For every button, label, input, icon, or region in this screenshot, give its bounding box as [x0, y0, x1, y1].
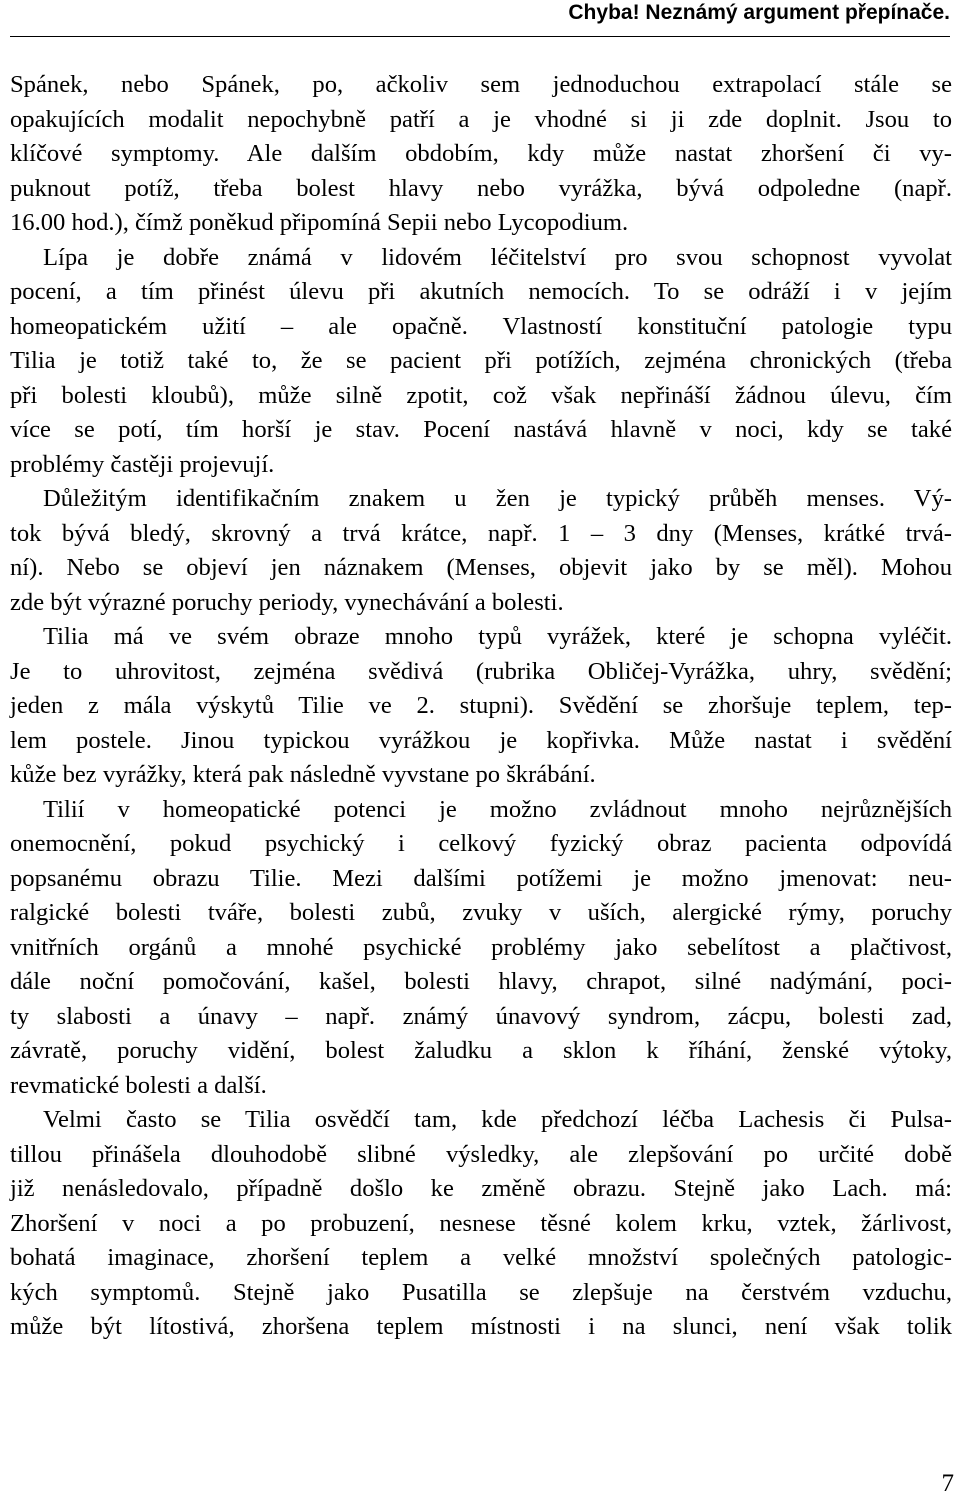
text-line: již nenásledovalo, případně došlo ke změně obrazu. Stejně jako Lach. má: — [10, 1175, 952, 1202]
text-line: ty slabosti a únavy – např. známý únavový syndrom, zácpu, bolesti zad, — [10, 1002, 952, 1030]
paragraph — [10, 68, 952, 241]
page-header — [10, 0, 950, 37]
paragraph — [10, 793, 952, 1104]
text-line: vnitřních orgánů a mnohé psychické problémy jako sebelítost a plačtivost, — [10, 933, 952, 961]
text-line: homeopatickém užití – ale opačně. Vlastností konstituční patologie typu — [10, 312, 952, 340]
text-line: Tilií v homeopatické potenci je možno zvládnout mnoho nejrůznějších — [43, 795, 952, 823]
paragraph — [10, 482, 952, 620]
text-line: jeden z mála výskytů Tilie ve 2. stupni). Svědění se zhoršuje teplem, tep- — [10, 692, 952, 719]
text-line: opakujících modalit nepochybně patří a je vhodné si ji zde doplnit. Jsou to — [10, 105, 952, 133]
text-line: Důležitým identifikačním znakem u žen je typický průběh menses. Vý- — [43, 485, 952, 512]
text-line: závratě, poruchy vidění, bolest žaludku a sklon k říhání, ženské výtoky, — [10, 1037, 952, 1064]
text-line: bohatá imaginace, zhoršení teplem a velké množství společných patologic- — [10, 1244, 952, 1271]
text-line: problémy častěji projevují. — [10, 450, 275, 478]
text-line: klíčové symptomy. Ale dalším obdobím, kdy může nastat zhoršení či vy- — [10, 140, 952, 167]
text-line: ralgické bolesti tváře, bolesti zubů, zvuky v uších, alergické rýmy, poruchy — [10, 899, 952, 926]
running-header-error-text: Chyba! Neznámý argument přepínače. — [568, 1, 950, 24]
text-line: popsanému obrazu Tilie. Mezi dalšími potížemi je možno jmenovat: neu- — [10, 864, 952, 892]
paragraph — [10, 620, 952, 793]
page-number: 7 — [941, 1470, 954, 1497]
text-line: Velmi často se Tilia osvědčí tam, kde předchozí léčba Lachesis či Pulsa- — [43, 1106, 952, 1133]
text-line: Tilia je totiž také to, že se pacient při potížích, zejména chronických (třeba — [10, 347, 952, 374]
text-line: tillou přinášela dlouhodobě slibné výsledky, ale zlepšování po určité době — [10, 1140, 952, 1168]
paragraph — [10, 241, 952, 483]
paragraph — [10, 1103, 952, 1345]
text-line: kůže bez vyrážky, která pak následně vyvstane po škrábání. — [10, 761, 596, 788]
text-line: pocení, a tím přinést úlevu při akutních nemocích. To se odráží i v jejím — [10, 278, 952, 305]
text-line: lem postele. Jinou typickou vyrážkou je kopřivka. Může nastat i svědění — [10, 726, 952, 754]
text-line: onemocnění, pokud psychický i celkový fyzický obraz pacienta odpovídá — [10, 830, 952, 857]
text-line: Lípa je dobře známá v lidovém léčitelství pro svou schopnost vyvolat — [43, 243, 952, 271]
text-line: Spánek, nebo Spánek, po, ačkoliv sem jednoduchou extrapolací stále se — [10, 71, 952, 98]
text-line: revmatické bolesti a další. — [10, 1071, 267, 1099]
text-line: dále noční pomočování, kašel, bolesti hlavy, chrapot, silné nadýmání, poci- — [10, 968, 952, 995]
page-body-text — [10, 68, 952, 1345]
text-line: Je to uhrovitost, zejména svědivá (rubrika Obličej-Vyrážka, uhry, svědění; — [10, 657, 952, 685]
text-line: puknout potíž, třeba bolest hlavy nebo vyrážka, bývá odpoledne (např. — [10, 174, 952, 202]
text-line: tok bývá bledý, skrovný a trvá krátce, např. 1 – 3 dny (Menses, krátké trvá- — [10, 519, 952, 547]
text-line: může být lítostivá, zhoršena teplem místnosti i na slunci, není však tolik — [10, 1313, 952, 1340]
text-line: 16.00 hod.), čímž poněkud připomíná Sepii nebo Lycopodium. — [10, 209, 629, 236]
text-line: Tilia má ve svém obraze mnoho typů vyrážek, které je schopna vyléčit. — [43, 623, 952, 650]
text-line: Zhoršení v noci a po probuzení, nesnese těsné kolem krku, vztek, žárlivost, — [10, 1209, 952, 1237]
text-line: při bolesti kloubů), může silně zpotit, což však nepřináší žádnou úlevu, čím — [10, 381, 952, 409]
text-line: více se potí, tím horší je stav. Pocení nastává hlavně v noci, kdy se také — [10, 416, 952, 443]
text-line: ní). Nebo se objeví jen náznakem (Menses, objevit jako by se měl). Mohou — [10, 554, 952, 581]
text-line: kých symptomů. Stejně jako Pusatilla se zlepšuje na čerstvém vzduchu, — [10, 1278, 952, 1306]
text-line: zde být výrazné poruchy periody, vynechávání a bolesti. — [10, 588, 564, 616]
